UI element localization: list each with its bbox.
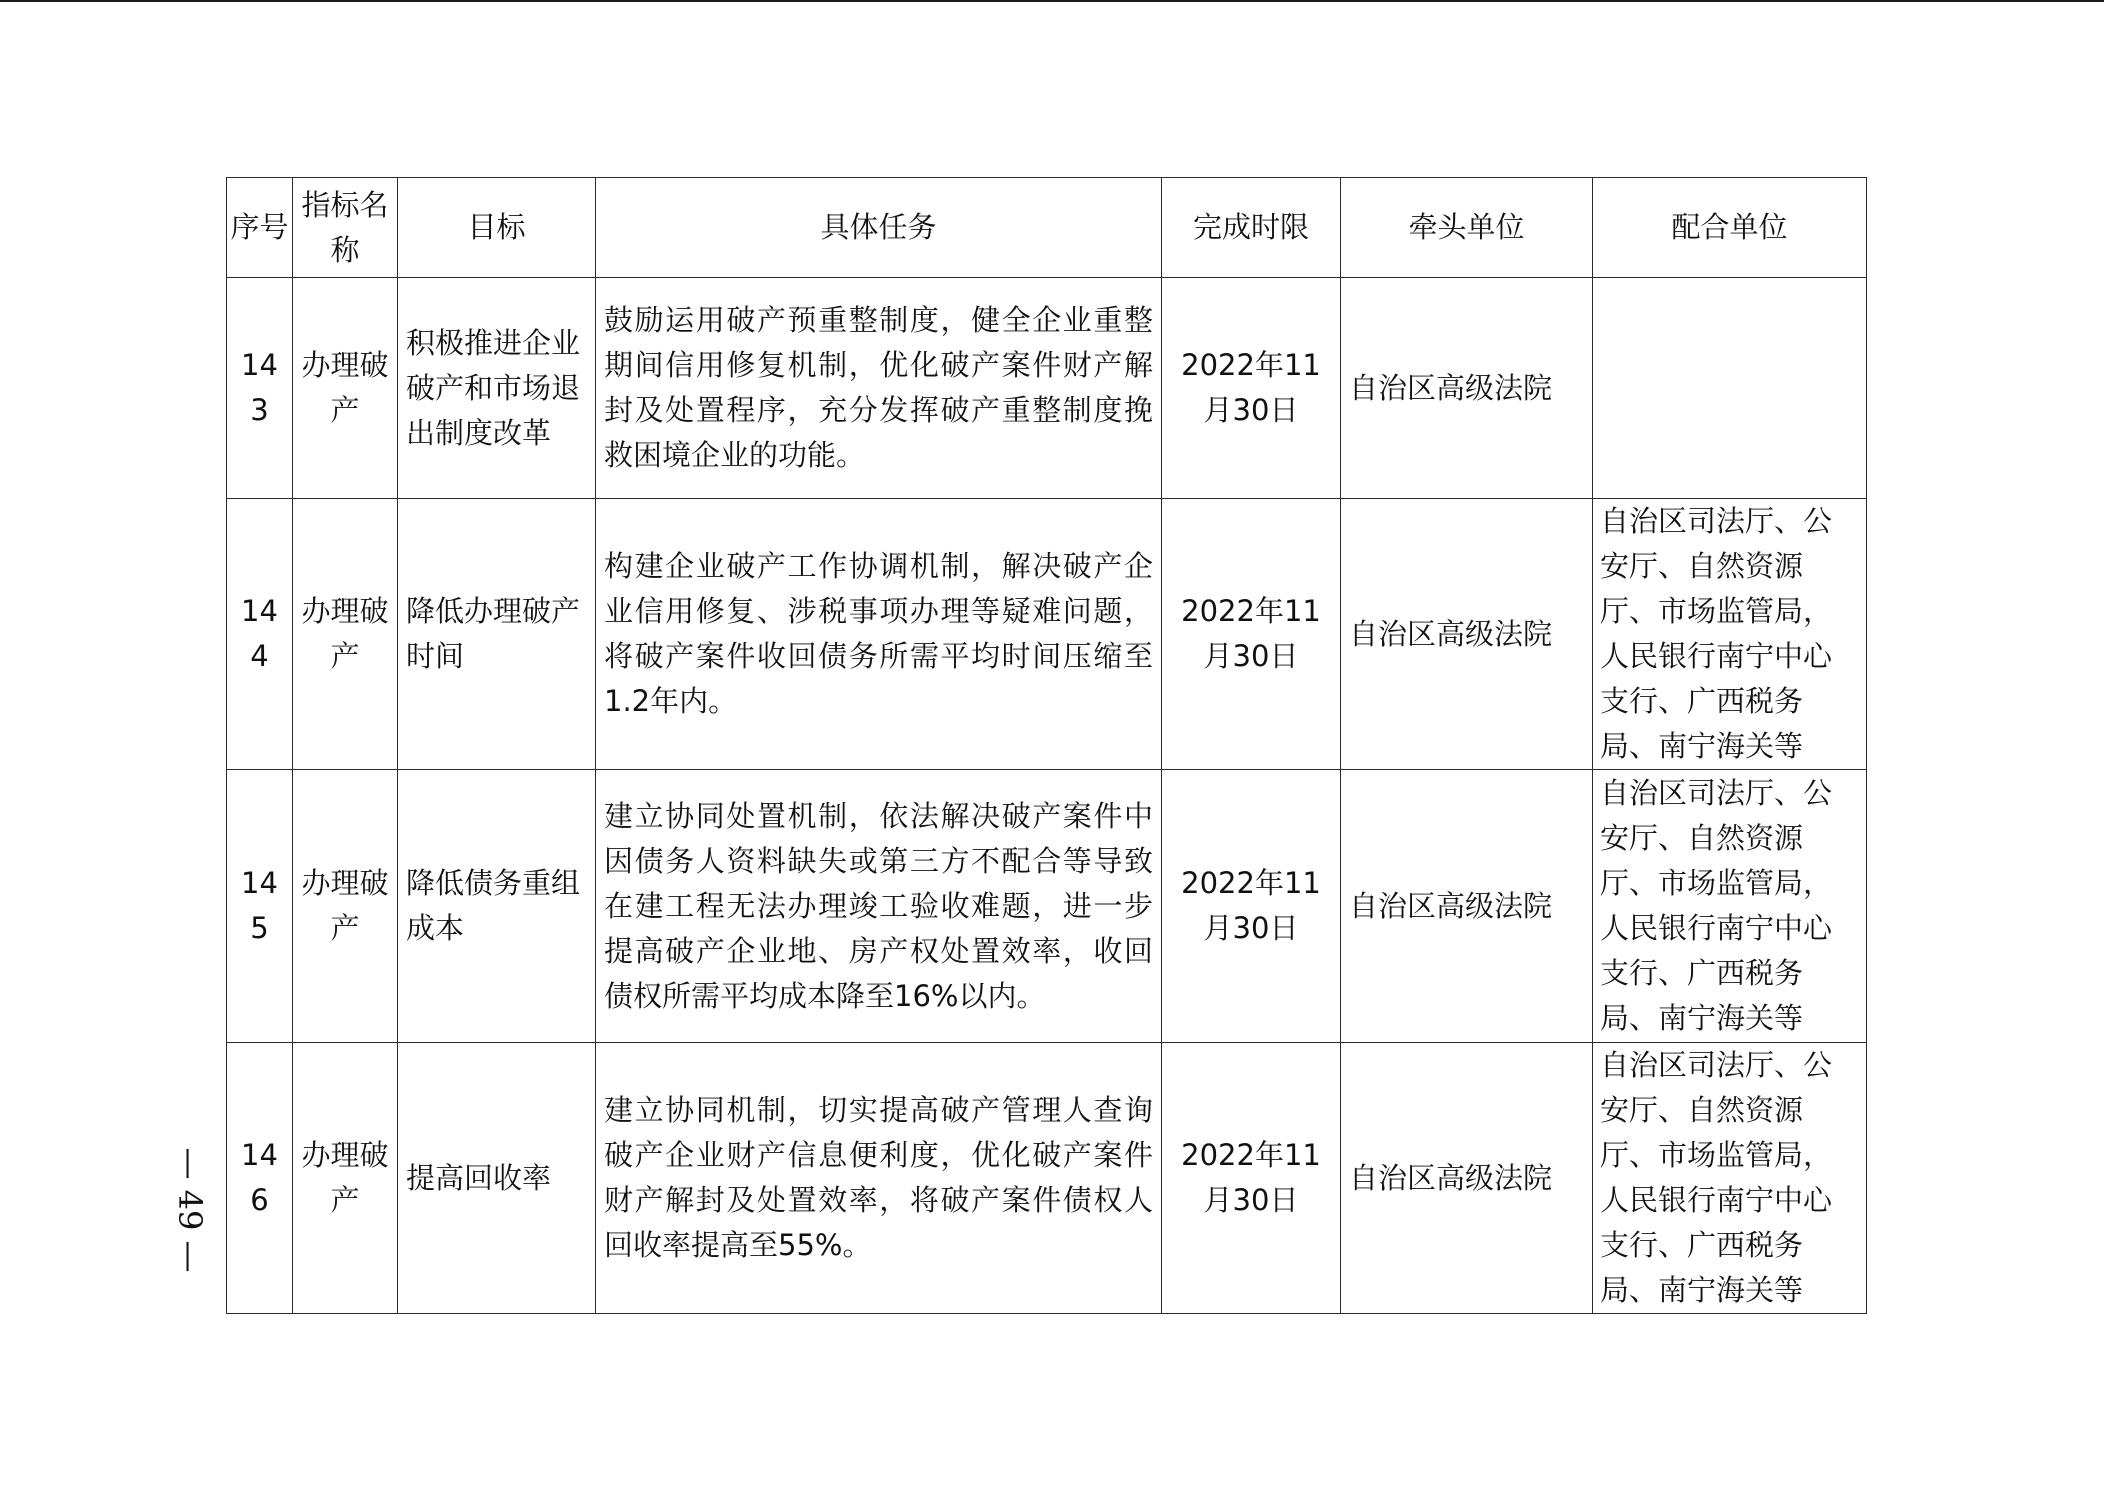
row-deadline: 2022年11月30日: [1162, 770, 1341, 1043]
header-goal: 目标: [398, 178, 596, 278]
header-row: [227, 178, 1867, 278]
row-deadline: 2022年11月30日: [1162, 499, 1341, 770]
row-task: 构建企业破产工作协调机制，解决破产企业信用修复、涉税事项办理等疑难问题，将破产案件收回债务所需平均时间压缩至1.2年内。: [596, 499, 1162, 770]
row-lead-unit: 自治区高级法院: [1341, 499, 1593, 770]
row-no: 143: [227, 278, 293, 499]
header-no: 序号: [227, 178, 293, 278]
row-goal: 降低债务重组成本: [398, 770, 596, 1043]
top-rule: [0, 0, 2104, 2]
header-lead-unit: 牵头单位: [1341, 178, 1593, 278]
row-goal: 降低办理破产时间: [398, 499, 596, 770]
table-row: [227, 499, 1867, 770]
row-task: 建立协同机制，切实提高破产管理人查询破产企业财产信息便利度，优化破产案件财产解封及处置效率，将破产案件债权人回收率提高至55%。: [596, 1043, 1162, 1314]
row-no: 145: [227, 770, 293, 1043]
header-task: 具体任务: [596, 178, 1162, 278]
row-cooperating-unit: 自治区司法厅、公安厅、自然资源厅、市场监管局，人民银行南宁中心支行、广西税务局、南宁海关等: [1593, 1043, 1867, 1314]
row-deadline: 2022年11月30日: [1162, 1043, 1341, 1314]
row-indicator: 办理破产: [293, 1043, 398, 1314]
task-table: [226, 177, 1867, 1314]
row-no: 144: [227, 499, 293, 770]
page-number: — 49 —: [171, 1147, 209, 1273]
table-body: [227, 278, 1867, 1314]
header-deadline: 完成时限: [1162, 178, 1341, 278]
row-cooperating-unit: 自治区司法厅、公安厅、自然资源厅、市场监管局，人民银行南宁中心支行、广西税务局、南宁海关等: [1593, 499, 1867, 770]
row-deadline: 2022年11月30日: [1162, 278, 1341, 499]
header-indicator: 指标名称: [293, 178, 398, 278]
row-lead-unit: 自治区高级法院: [1341, 1043, 1593, 1314]
row-indicator: 办理破产: [293, 278, 398, 499]
row-task: 建立协同处置机制，依法解决破产案件中因债务人资料缺失或第三方不配合等导致在建工程无法办理竣工验收难题，进一步提高破产企业地、房产权处置效率，收回债权所需平均成本降至16%以内。: [596, 770, 1162, 1043]
row-lead-unit: 自治区高级法院: [1341, 770, 1593, 1043]
row-no: 146: [227, 1043, 293, 1314]
table-header: [227, 178, 1867, 278]
row-indicator: 办理破产: [293, 770, 398, 1043]
row-goal: 提高回收率: [398, 1043, 596, 1314]
row-cooperating-unit: 自治区司法厅、公安厅、自然资源厅、市场监管局，人民银行南宁中心支行、广西税务局、南宁海关等: [1593, 770, 1867, 1043]
row-indicator: 办理破产: [293, 499, 398, 770]
row-task: 鼓励运用破产预重整制度，健全企业重整期间信用修复机制，优化破产案件财产解封及处置程序，充分发挥破产重整制度挽救困境企业的功能。: [596, 278, 1162, 499]
header-cooperating-unit: 配合单位: [1593, 178, 1867, 278]
row-goal: 积极推进企业破产和市场退出制度改革: [398, 278, 596, 499]
table-row: [227, 770, 1867, 1043]
task-table-container: [226, 177, 1866, 1314]
row-lead-unit: 自治区高级法院: [1341, 278, 1593, 499]
table-row: [227, 278, 1867, 499]
row-cooperating-unit: [1593, 278, 1867, 499]
table-row: [227, 1043, 1867, 1314]
